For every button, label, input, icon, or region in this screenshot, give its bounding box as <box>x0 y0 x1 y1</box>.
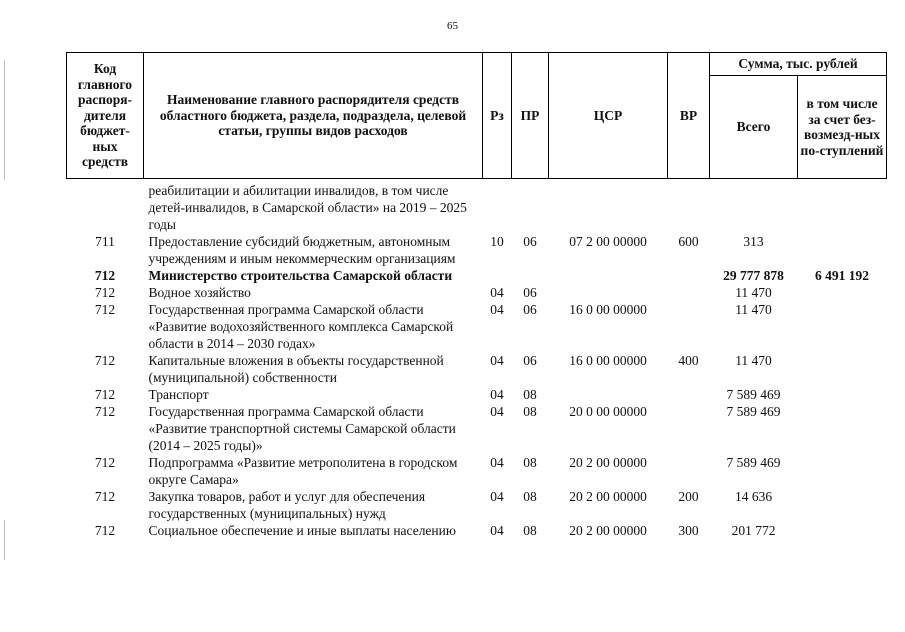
row-code: 712 <box>94 353 116 368</box>
row-code: 712 <box>94 523 116 538</box>
table-row <box>67 301 887 352</box>
row-pr: 08 <box>523 387 537 402</box>
row-total: 313 <box>743 234 764 249</box>
row-free: 6 491 192 <box>815 268 869 283</box>
page-number: 65 <box>447 20 458 32</box>
row-csr <box>549 267 668 284</box>
row-free <box>798 488 887 522</box>
row-vr <box>668 267 710 284</box>
row-csr: 16 0 00 00000 <box>569 302 647 317</box>
row-csr <box>549 284 668 301</box>
row-name: Капитальные вложения в объекты государственной (муниципальной) собственности <box>148 353 444 385</box>
row-vr: 400 <box>678 353 699 368</box>
row-name: Транспорт <box>148 387 209 402</box>
row-total: 11 470 <box>735 302 772 317</box>
row-rz: 04 <box>490 404 504 419</box>
table-row <box>67 488 887 522</box>
row-rz <box>483 179 512 234</box>
row-rz <box>483 267 512 284</box>
scan-edge-mark <box>4 520 5 560</box>
row-total: 7 589 469 <box>726 455 781 470</box>
row-pr: 08 <box>523 404 537 419</box>
row-name: Государственная программа Самарской области «Развитие транспортной системы Самарской области (2014 – 2025 годы)» <box>148 404 456 453</box>
row-csr: 07 2 00 00000 <box>569 234 647 249</box>
row-rz: 04 <box>490 523 504 538</box>
row-csr: 20 2 00 00000 <box>569 523 647 538</box>
row-total: 14 636 <box>734 489 773 504</box>
row-name: Социальное обеспечение и иные выплаты населению <box>148 523 456 538</box>
row-vr <box>668 284 710 301</box>
row-free <box>798 522 887 539</box>
row-vr: 300 <box>678 523 699 538</box>
table-row <box>67 233 887 267</box>
row-rz: 04 <box>490 302 504 317</box>
header-sum: Сумма, тыс. рублей <box>710 53 887 76</box>
row-code: 712 <box>94 489 116 504</box>
row-free <box>798 284 887 301</box>
row-free <box>798 352 887 386</box>
header-csr: ЦСР <box>549 53 668 179</box>
table-header <box>67 53 887 179</box>
header-rz: Рз <box>483 53 512 179</box>
table-row <box>67 352 887 386</box>
row-code <box>67 179 144 234</box>
row-rz: 04 <box>490 489 504 504</box>
row-name: реабилитации и абилитации инвалидов, в том числе детей-инвалидов, в Самарской области» на 2019 – 2025 годы <box>148 183 467 232</box>
row-rz: 10 <box>490 234 504 249</box>
row-rz: 04 <box>490 455 504 470</box>
row-pr <box>512 179 549 234</box>
header-free: в том числе за счет без-возмезд-ных по-ступлений <box>798 76 887 179</box>
table-row <box>67 284 887 301</box>
row-csr <box>549 179 668 234</box>
row-rz: 04 <box>490 285 504 300</box>
row-csr: 20 2 00 00000 <box>569 489 647 504</box>
header-code: Код главного распоря-дителя бюджет-ных средств <box>67 53 144 179</box>
row-name: Предоставление субсидий бюджетным, автономным учреждениям и иным некоммерческим организациям <box>148 234 456 266</box>
row-pr: 06 <box>523 302 537 317</box>
row-pr: 08 <box>523 455 537 470</box>
header-vr: ВР <box>668 53 710 179</box>
row-name: Водное хозяйство <box>148 285 251 300</box>
row-code: 712 <box>94 285 116 300</box>
row-total: 7 589 469 <box>726 387 781 402</box>
row-total: 201 772 <box>731 523 776 538</box>
row-pr: 08 <box>523 523 537 538</box>
budget-table <box>66 52 887 539</box>
row-vr <box>668 301 710 352</box>
row-name: Подпрограмма «Развитие метрополитена в городском округе Самара» <box>148 455 458 487</box>
table-row <box>67 179 887 234</box>
row-total: 11 470 <box>735 353 772 368</box>
header-name: Наименование главного распорядителя средств областного бюджета, раздела, подраздела, целевой статьи, группы видов расходов <box>144 53 483 179</box>
row-pr: 06 <box>523 285 537 300</box>
row-free <box>798 301 887 352</box>
row-total <box>710 179 798 234</box>
row-free <box>798 233 887 267</box>
row-pr <box>512 267 549 284</box>
row-code: 712 <box>94 455 116 470</box>
row-rz: 04 <box>490 353 504 368</box>
header-total: Всего <box>710 76 798 179</box>
row-free <box>798 403 887 454</box>
row-code: 712 <box>94 302 116 317</box>
row-total: 11 470 <box>735 285 772 300</box>
table-body <box>67 179 887 540</box>
row-code: 711 <box>95 234 115 249</box>
row-vr: 600 <box>678 234 699 249</box>
row-csr: 20 0 00 00000 <box>569 404 647 419</box>
row-code: 712 <box>94 387 116 402</box>
row-code: 712 <box>94 404 116 419</box>
row-name: Закупка товаров, работ и услуг для обеспечения государственных (муниципальных) нужд <box>148 489 426 521</box>
table-row <box>67 267 887 284</box>
row-free <box>798 454 887 488</box>
row-free <box>798 179 887 234</box>
row-vr: 200 <box>678 489 699 504</box>
row-vr <box>668 454 710 488</box>
table-row <box>67 386 887 403</box>
row-vr <box>668 386 710 403</box>
scan-edge-mark <box>4 60 5 180</box>
table-row <box>67 454 887 488</box>
row-pr: 06 <box>523 353 537 368</box>
header-pr: ПР <box>512 53 549 179</box>
table-row <box>67 522 887 539</box>
row-pr: 06 <box>523 234 537 249</box>
row-total: 7 589 469 <box>726 404 781 419</box>
row-csr: 20 2 00 00000 <box>569 455 647 470</box>
row-vr <box>668 403 710 454</box>
row-vr <box>668 179 710 234</box>
row-rz: 04 <box>490 387 504 402</box>
row-csr: 16 0 00 00000 <box>569 353 647 368</box>
row-name: Министерство строительства Самарской области <box>148 268 453 283</box>
table-row <box>67 403 887 454</box>
row-free <box>798 386 887 403</box>
row-name: Государственная программа Самарской области «Развитие водохозяйственного комплекса Самарской области в 2014 – 2030 годах» <box>148 302 454 351</box>
row-total: 29 777 878 <box>723 268 784 283</box>
row-csr <box>549 386 668 403</box>
row-pr: 08 <box>523 489 537 504</box>
row-code: 712 <box>94 268 116 283</box>
